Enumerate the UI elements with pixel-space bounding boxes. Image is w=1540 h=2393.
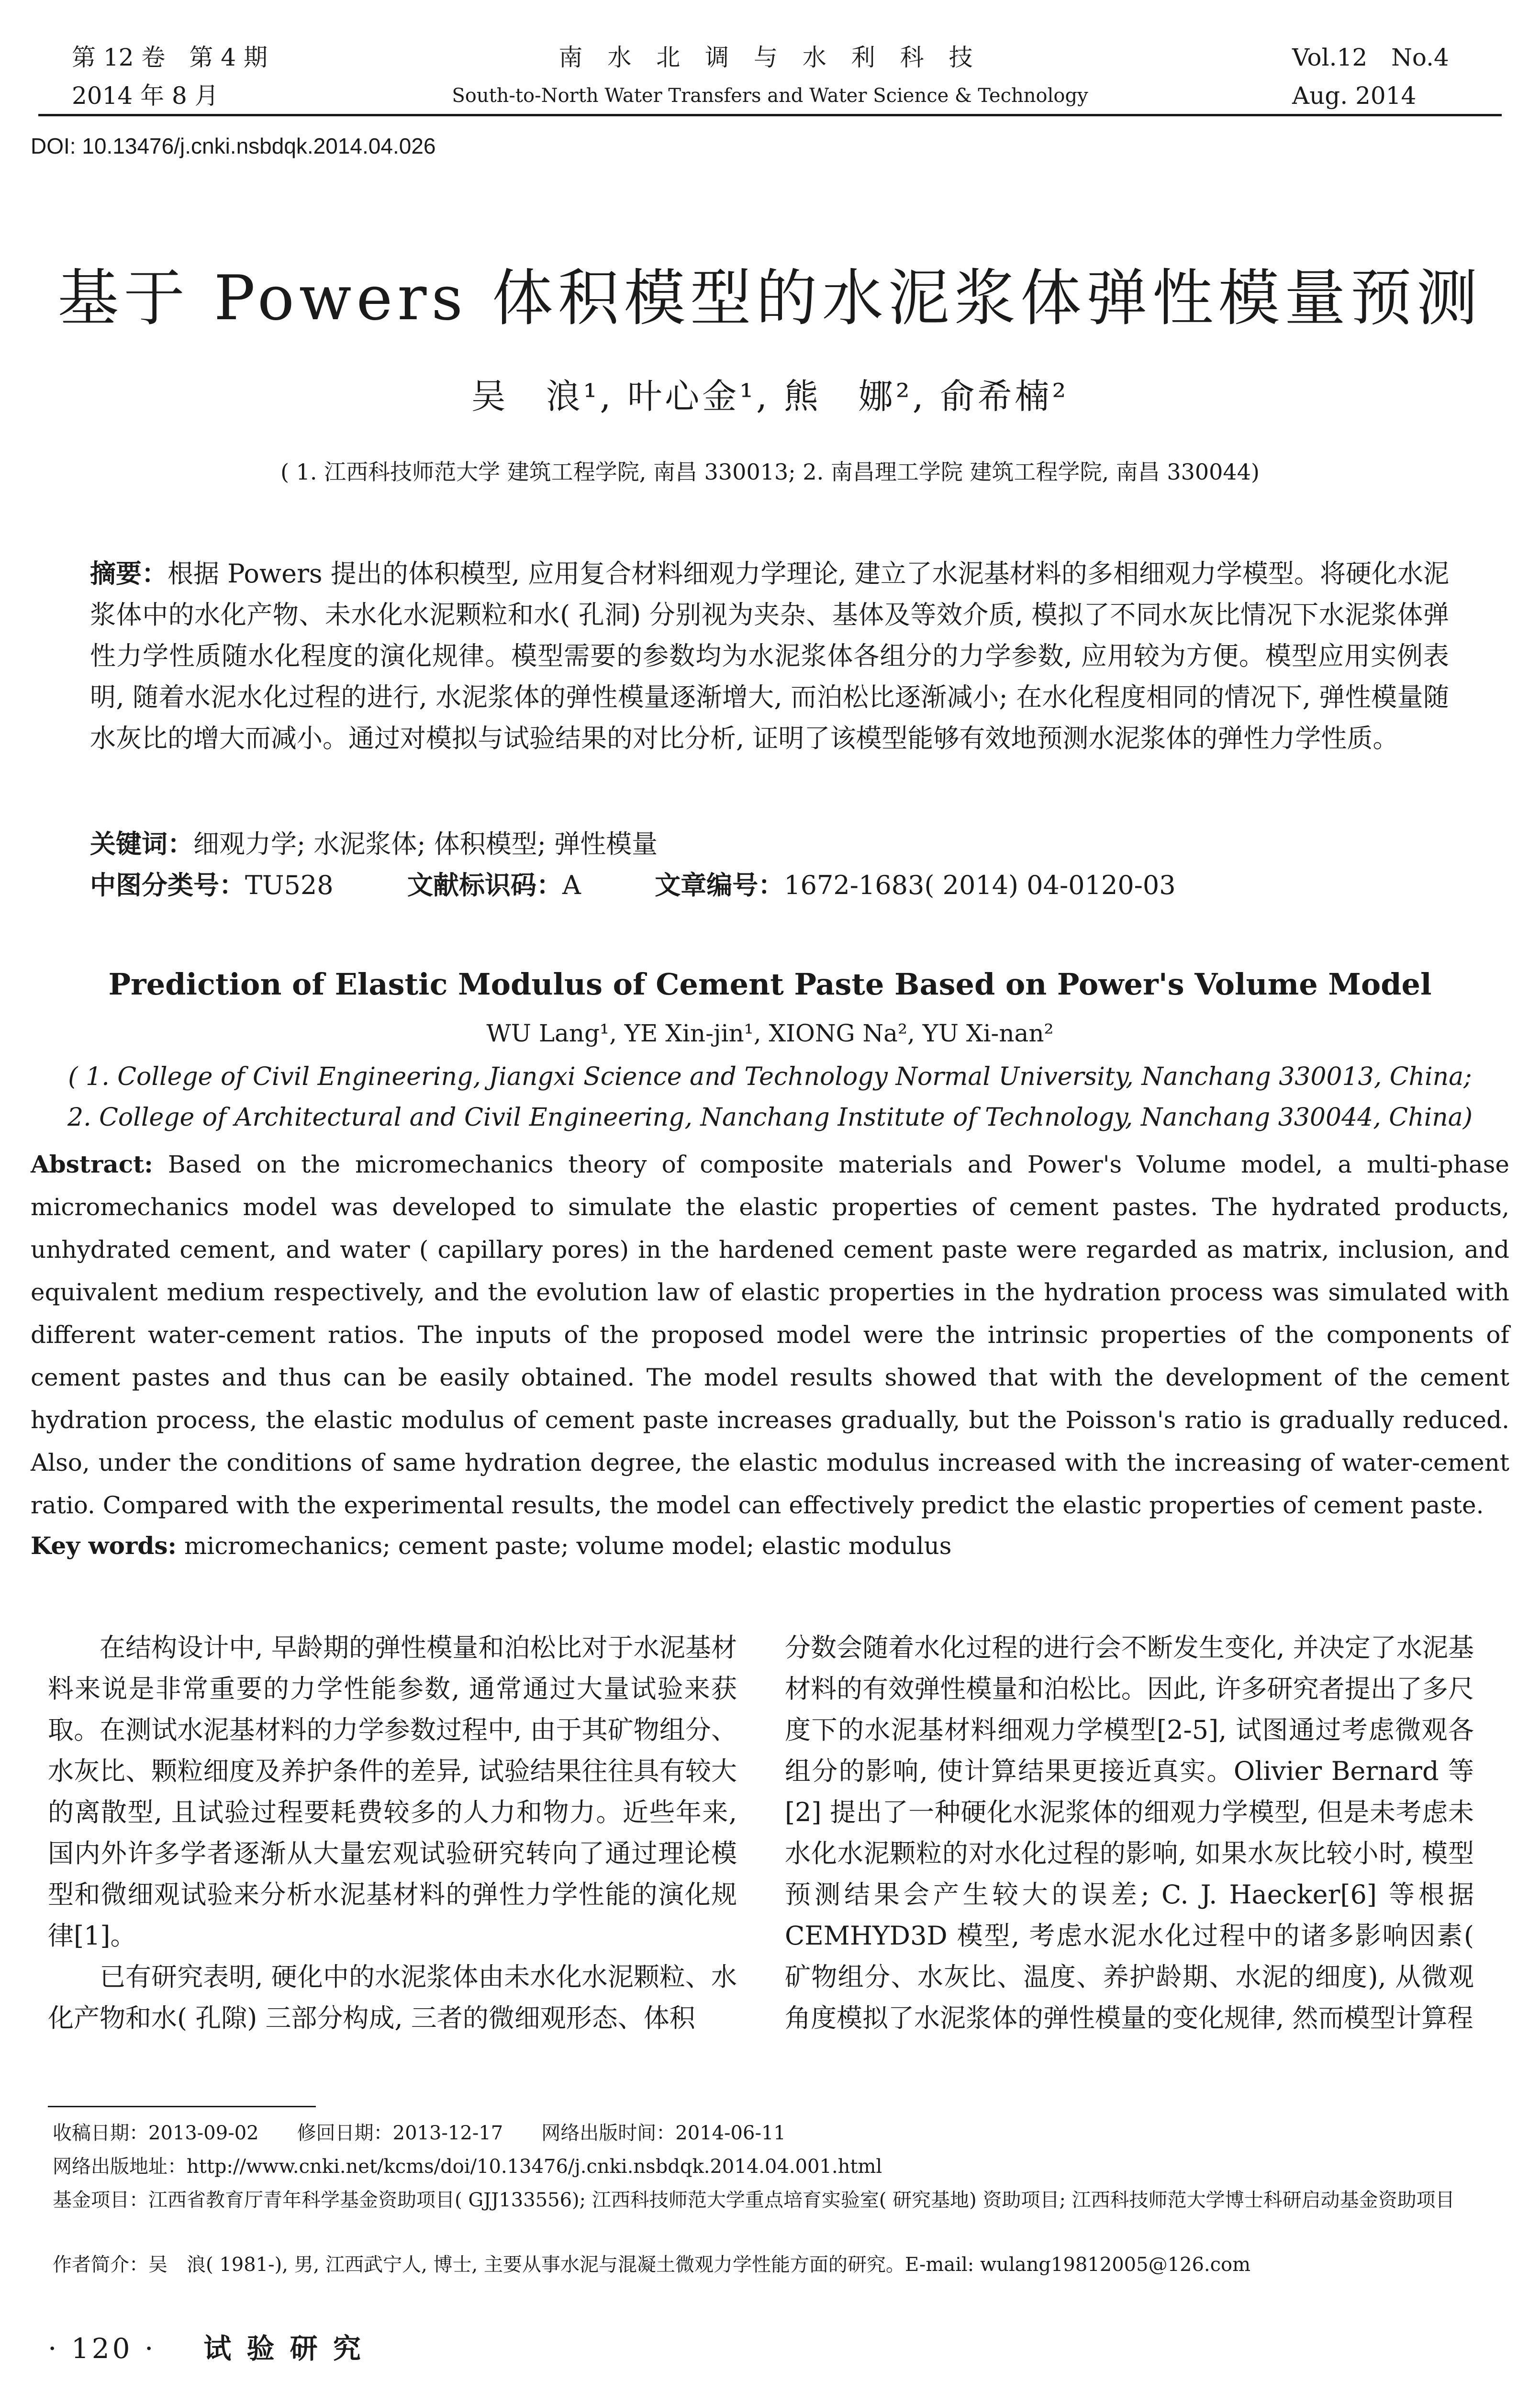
abstract-cn-text: 根据 Powers 提出的体积模型, 应用复合材料细观力学理论, 建立了水泥基材料的多相细观力学模型。将硬化水泥浆体中的水化产物、未水化水泥颗粒和水( 孔洞) 分别视为夹杂、基体及等效介质, 模拟了不同水灰比情况下水泥浆体弹性力学性质随水化程度的演化规律。模型需要的参数均为水泥浆体各组分的力学参数, 应用较为方便。模型应用实例表明, 随着水泥水化过程的进行, 水泥浆体的弹性模量逐渐增大, 而泊松比逐渐减小; 在水化程度相同的情况下, 弹性模量随水灰比的增大而减小。通过对模拟与试验结果的对比分析, 证明了该模型能够有效地预测水泥浆体的弹性力学性质。 <box>90 559 1449 753</box>
body-paragraph: 分数会随着水化过程的进行会不断发生变化, 并决定了水泥基材料的有效弹性模量和泊松比。因此, 许多研究者提出了多尺度下的水泥基材料细观力学模型[2-5], 试图通过考虑微观各组分的影响, 使计算结果更接近真实。Olivier Bernard 等[2] 提出了一种硬化水泥浆体的细观力学模型, 但是未考虑未水化水泥颗粒的对水化过程的影响, 如果水灰比较小时, 模型预测结果会产生较大的误差; C. J. Haecker[6] 等根据 CEMHYD3D 模型, 考虑水泥水化过程中的诸多影响因素( 矿物组分、水灰比、温度、养护龄期、水泥的细度), 从微观角度模拟了水泥浆体的弹性模量的变化规律, 然而模型计算程 <box>785 1633 1474 2033</box>
paper-title: 基于 Powers 体积模型的水泥浆体弹性模量预测 <box>57 263 1483 334</box>
abstract-en <box>31 1143 1509 1527</box>
keywords-en-text: micromechanics; cement paste; volume model; elastic modulus <box>184 1532 952 1560</box>
header-journal: 南 水 北 调 与 水 利 科 技 South-to-North Water Transfers and Water Science & Technology <box>452 44 1088 107</box>
doc-code: A <box>562 870 581 900</box>
keywords-cn-text: 细观力学; 水泥浆体; 体积模型; 弹性模量 <box>193 829 658 859</box>
keywords-en-label: Key words: <box>31 1532 177 1560</box>
doi: DOI: 10.13476/j.cnki.nsbdqk.2014.04.026 <box>31 134 436 158</box>
body-right-column <box>785 1627 1474 2039</box>
body-paragraph: 在结构设计中, 早龄期的弹性模量和泊松比对于水泥基材料来说是非常重要的力学性能参数, 通常通过大量试验来获取。在测试水泥基材料的力学参数过程中, 由于其矿物组分、水灰比、颗粒细度及养护条件的差异, 试验结果往往具有较大的离散型, 且试验过程要耗费较多的人力和物力。近些年来, 国内外许多学者逐渐从大量宏观试验研究转向了通过理论模型和微细观试验来分析水泥基材料的弹性力学性能的演化规律[1]。 <box>48 1633 737 1951</box>
abstract-cn <box>90 553 1449 759</box>
keywords-cn-label: 关键词： <box>90 828 193 859</box>
footnote-dates: 收稿日期：2013-09-02 修回日期：2013-12-17 网络出版时间：2014-06-11 <box>53 2122 786 2144</box>
footnote-url: 网络出版地址：http://www.cnki.net/kcms/doi/10.13476/j.cnki.nsbdqk.2014.04.001.html <box>53 2156 882 2178</box>
footnote-rule <box>48 2106 316 2107</box>
abstract-en-text: Based on the micromechanics theory of composite materials and Power's Volume model, a multi-phase micromechanics model was developed to simulate the elastic properties of cement pastes. The hydrated products, unhydrated cement, and water ( capillary pores) in the hardened cement paste were regarded as matrix, inclusion, and equivalent medium respectively, and the evolution law of elastic properties in the hydration process was simulated with different water-cement ratios. The inputs of the proposed model were the intrinsic properties of the components of cement pastes and thus can be easily obtained. The model results showed that with the development of the cement hydration process, the elastic modulus of cement paste increases gradually, but the Poisson's ratio is gradually reduced. Also, under the conditions of same hydration degree, the elastic modulus increased with the increasing of water-cement ratio. Compared with the experimental results, the model can effectively predict the elastic properties of cement paste. <box>31 1151 1509 1519</box>
footnote-author: 作者简介：吴 浪( 1981-), 男, 江西武宁人, 博士, 主要从事水泥与混凝土微观力学性能方面的研究。E-mail: wulang19812005@126.com <box>53 2254 1251 2276</box>
en-affiliation-2: 2. College of Architectural and Civil Engineering, Nanchang Institute of Technology, Nanchang 330044, China) <box>67 1103 1473 1132</box>
abstract-cn-label: 摘要： <box>90 558 168 589</box>
footnote-fund: 基金项目：江西省教育厅青年科学基金资助项目( GJJ133556); 江西科技师范大学重点培育实验室( 研究基地) 资助项目; 江西科技师范大学博士科研启动基金资助项目 <box>53 2189 1455 2211</box>
clc-number: TU528 <box>245 870 334 900</box>
en-authors: WU Lang¹, YE Xin-jin¹, XIONG Na², YU Xi-nan² <box>486 1019 1054 1047</box>
page-footer <box>48 2326 364 2366</box>
header-volume: 第 12 卷 第 4 期 2014 年 8 月 <box>72 44 268 110</box>
classification: 中图分类号：TU528 文献标识码：A 文章编号：1672-1683( 2014) 04-0120-03 <box>90 870 1176 900</box>
section-name: 试 验 研 究 <box>203 2332 364 2365</box>
keywords-en <box>31 1532 951 1560</box>
body-paragraph: 已有研究表明, 硬化中的水泥浆体由未水化水泥颗粒、水化产物和水( 孔隙) 三部分构成, 三者的微细观形态、体积 <box>48 1962 737 2033</box>
en-affiliation-1: ( 1. College of Civil Engineering, Jiangxi Science and Technology Normal University, Nanchang 330013, China; <box>68 1062 1472 1091</box>
article-number: 1672-1683( 2014) 04-0120-03 <box>784 870 1176 900</box>
keywords-cn <box>90 823 1449 865</box>
authors: 吴 浪¹, 叶心金¹, 熊 娜², 俞希楠² <box>471 376 1069 416</box>
affiliation: ( 1. 江西科技师范大学 建筑工程学院, 南昌 330013; 2. 南昌理工学院 建筑工程学院, 南昌 330044) <box>280 459 1260 485</box>
abstract-en-label: Abstract: <box>31 1150 153 1178</box>
header-rule <box>38 114 1502 116</box>
body-left-column <box>48 1627 737 2039</box>
page-number: · 120 · <box>48 2332 156 2365</box>
en-title: Prediction of Elastic Modulus of Cement Paste Based on Power's Volume Model <box>108 967 1432 1002</box>
header-issue: Vol.12 No.4 Aug. 2014 <box>1292 44 1449 110</box>
